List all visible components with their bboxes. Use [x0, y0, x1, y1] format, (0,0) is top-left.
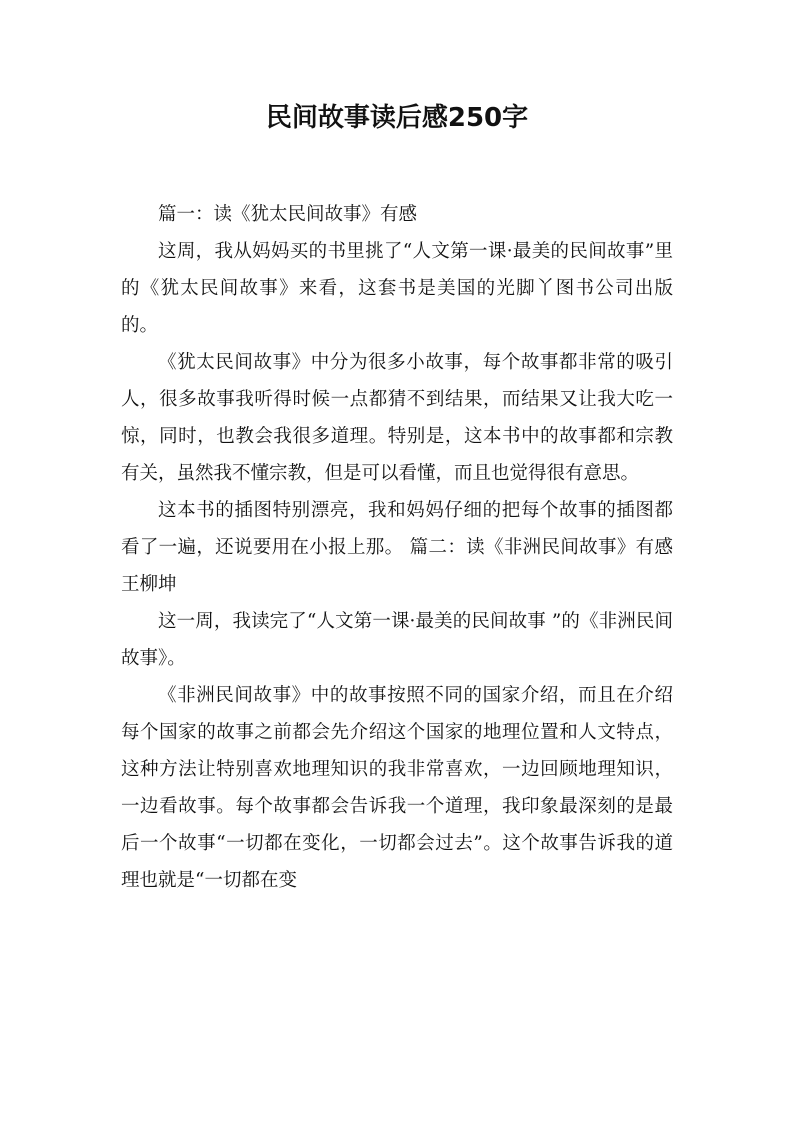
document-title: 民间故事读后感250字	[265, 103, 529, 133]
paragraph: 《非洲民间故事》中的故事按照不同的国家介绍，而且在介绍每个国家的故事之前都会先介绍这个国家的地理位置和人文特点，这种方法让特别喜欢地理知识的我非常喜欢，一边回顾地理知识，一边看故事。每个故事都会告诉我一个道理，我印象最深刻的是最后一个故事“一切都在变化，一切都会过去”。这个故事告诉我的道理也就是“一切都在变	[121, 685, 673, 891]
paragraph: 这一周，我读完了“人文第一课·最美的民间故事 ”的《非洲民间故事》。	[121, 611, 673, 669]
paragraph: 这本书的插图特别漂亮，我和妈妈仔细的把每个故事的插图都看了一遍，还说要用在小报上那。 篇二：读《非洲民间故事》有感 王柳坤	[121, 500, 673, 595]
paragraph-heading-1: 篇一：读《犹太民间故事》有感	[158, 204, 418, 225]
paragraph: 《犹太民间故事》中分为很多小故事，每个故事都非常的吸引人，很多故事我听得时候一点都猜不到结果，而结果又让我大吃一惊，同时，也教会我很多道理。特别是，这本书中的故事都和宗教有关，虽然我不懂宗教，但是可以看懂，而且也觉得很有意思。	[121, 352, 673, 484]
document-body	[121, 196, 673, 899]
paragraph: 这周，我从妈妈买的书里挑了“人文第一课·最美的民间故事”里的《犹太民间故事》来看，这套书是美国的光脚丫图书公司出版的。	[121, 241, 673, 336]
